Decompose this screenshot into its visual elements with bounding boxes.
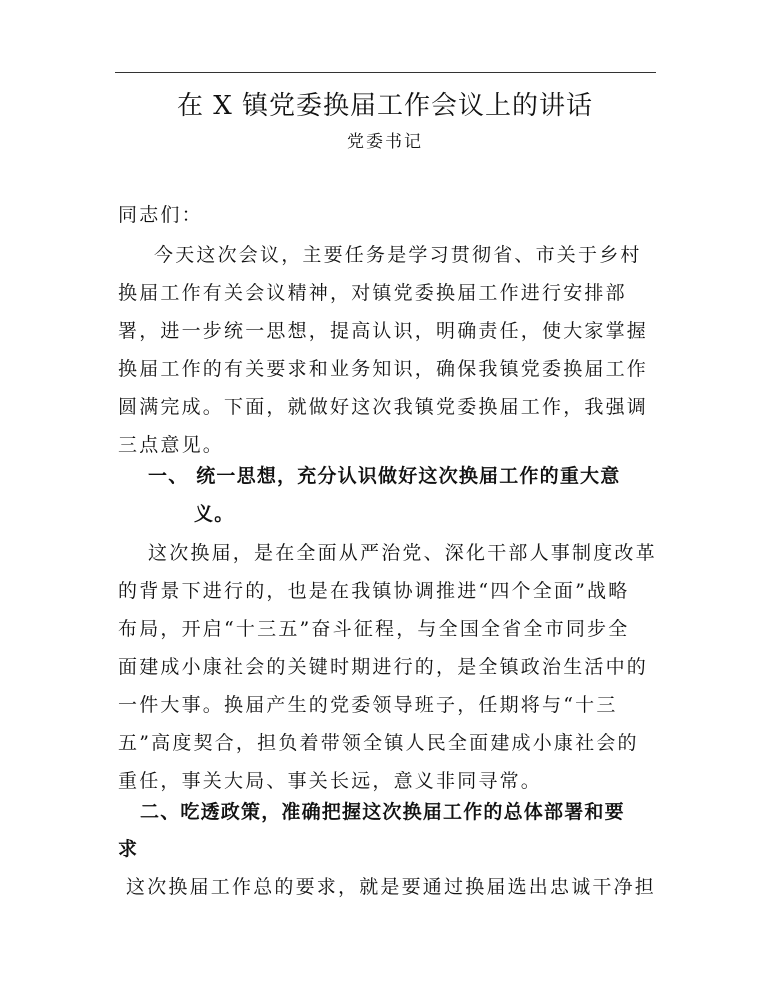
- paragraph-line: 布局，开启“十三五”奋斗征程，与全国全省全市同步全: [118, 618, 630, 640]
- document-subtitle: 党委书记: [347, 132, 423, 152]
- paragraph-line: 重任，事关大局、事关长远，意义非同寻常。: [118, 770, 543, 792]
- paragraph-line: 三点意见。: [118, 434, 225, 456]
- paragraph-line: 一件大事。换届产生的党委领导班子，任期将与“十三: [118, 694, 618, 716]
- paragraph-line: 的背景下进行的，也是在我镇协调推进“四个全面”战略: [118, 580, 630, 602]
- paragraph-line: 这次换届工作总的要求，就是要通过换届选出忠诚干净担: [126, 876, 657, 898]
- paragraph-line: 五”高度契合，担负着带领全镇人民全面建成小康社会的: [118, 732, 639, 754]
- paragraph-line: 换届工作的有关要求和业务知识，确保我镇党委换届工作: [118, 358, 649, 380]
- section-heading-2: 二、吃透政策，准确把握这次换届工作的总体部署和要: [140, 801, 625, 823]
- paragraph-line: 圆满完成。下面，就做好这次我镇党委换届工作，我强调: [118, 396, 649, 418]
- section-heading-1: 一、 统一思想，充分认识做好这次换届工作的重大意: [148, 465, 621, 487]
- paragraph-line: 署，进一步统一思想，提高认识，明确责任，使大家掌握: [118, 320, 649, 342]
- salutation: 同志们：: [118, 204, 203, 226]
- section-heading-2-continued: 求: [118, 838, 139, 860]
- paragraph-line: 面建成小康社会的关键时期进行的，是全镇政治生活中的: [118, 656, 649, 678]
- header-rule: [115, 72, 656, 73]
- paragraph-line: 今天这次会议，主要任务是学习贯彻省、市关于乡村: [154, 244, 642, 266]
- document-title: 在 X 镇党委换届工作会议上的讲话: [176, 91, 594, 121]
- paragraph-line: 这次换届，是在全面从严治党、深化干部人事制度改革: [148, 542, 657, 564]
- section-heading-1-continued: 义。: [194, 503, 235, 525]
- paragraph-line: 换届工作有关会议精神，对镇党委换届工作进行安排部: [118, 282, 627, 304]
